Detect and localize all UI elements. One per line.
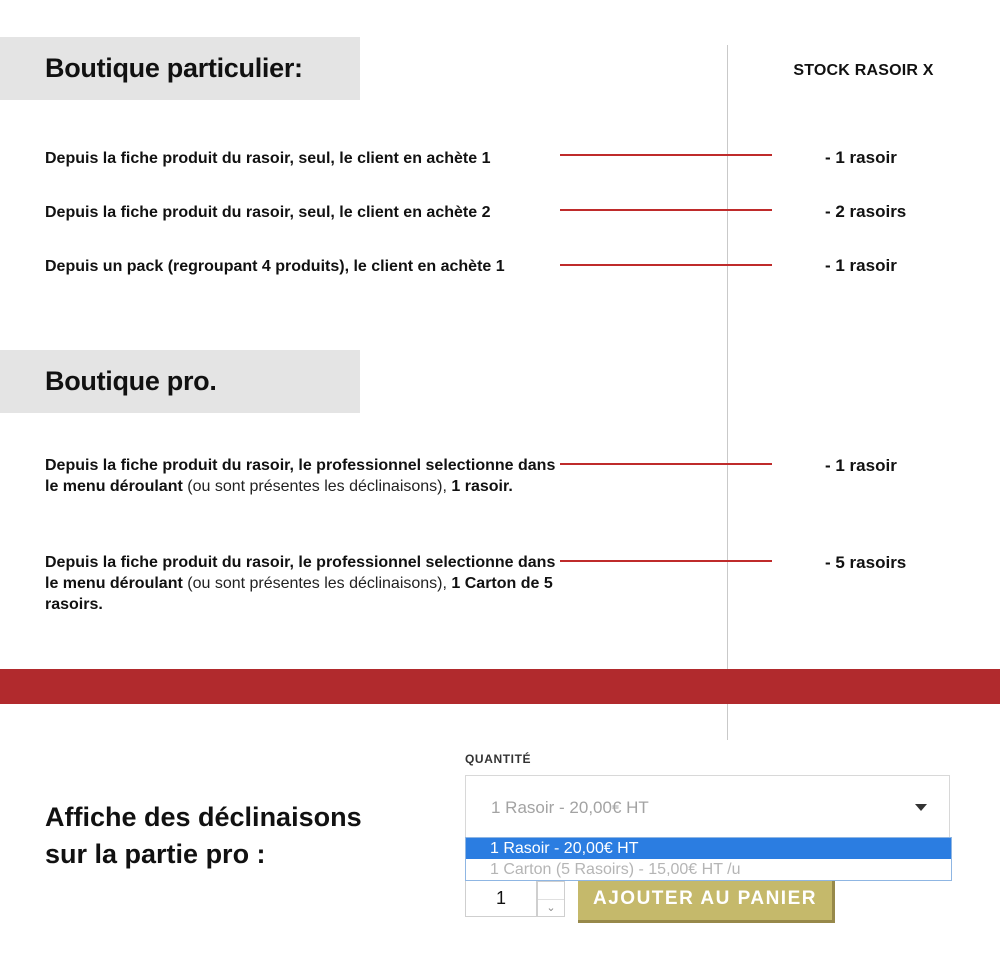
variant-select[interactable] xyxy=(465,775,950,840)
pro-row-2-bold-lead: Depuis la fiche produit du rasoir, le professionnel selectionne dans le menu déroulant xyxy=(45,554,556,592)
particulier-row-1-text: Depuis la fiche produit du rasoir, seul, le client en achète 1 xyxy=(45,150,491,167)
dropdown-option-1[interactable]: 1 Rasoir - 20,00€ HT xyxy=(466,838,951,859)
pro-row-1-bold-tail: 1 rasoir. xyxy=(451,478,513,495)
bottom-caption-line1: Affiche des déclinaisons xyxy=(45,802,362,832)
quantity-label: QUANTITÉ xyxy=(465,752,532,766)
bottom-caption-line2: sur la partie pro : xyxy=(45,839,266,869)
stock-column-header: STOCK RASOIR X xyxy=(793,62,934,79)
pro-row-1-regular: (ou sont présentes les déclinaisons), xyxy=(187,478,452,495)
vertical-separator-line xyxy=(727,45,728,740)
quantity-stepper[interactable] xyxy=(537,881,565,917)
add-to-cart-label: AJOUTER AU PANIER xyxy=(593,888,817,909)
particulier-row-3-connector-line xyxy=(560,264,772,266)
pro-row-1-text xyxy=(45,455,567,497)
pro-row-1-stock: - 1 rasoir xyxy=(825,456,897,475)
red-divider-bar xyxy=(0,669,1000,704)
bottom-caption xyxy=(45,799,445,873)
chevron-down-icon: ⌄ xyxy=(546,902,556,915)
stepper-down-button[interactable] xyxy=(538,900,564,917)
pro-row-2-regular: (ou sont présentes les déclinaisons), xyxy=(187,575,452,592)
add-to-cart-button[interactable] xyxy=(578,878,835,923)
pro-row-2-text xyxy=(45,552,567,615)
quantity-input[interactable]: 1 xyxy=(465,879,537,917)
pro-row-1-connector-line xyxy=(560,463,772,465)
pro-row-2-bold-tail: 1 Carton de 5 rasoirs. xyxy=(45,575,553,613)
section-heading-particulier xyxy=(0,37,360,100)
particulier-row-2-text: Depuis la fiche produit du rasoir, seul, le client en achète 2 xyxy=(45,204,491,221)
particulier-row-2-connector-line xyxy=(560,209,772,211)
variant-select-value: 1 Rasoir - 20,00€ HT xyxy=(491,797,649,817)
pro-row-2-connector-line xyxy=(560,560,772,562)
variant-dropdown-panel xyxy=(465,837,952,881)
particulier-row-3-text: Depuis un pack (regroupant 4 produits), le client en achète 1 xyxy=(45,258,505,275)
particulier-row-2-stock: - 2 rasoirs xyxy=(825,202,907,221)
section-heading-pro-label: Boutique pro. xyxy=(45,366,217,396)
chevron-down-icon xyxy=(915,804,927,811)
particulier-row-3-stock: - 1 rasoir xyxy=(825,256,897,275)
section-heading-pro xyxy=(0,350,360,413)
particulier-row-1-stock: - 1 rasoir xyxy=(825,148,897,167)
stepper-up-button[interactable] xyxy=(538,882,564,900)
pro-row-1-bold-lead: Depuis la fiche produit du rasoir, le professionnel selectionne dans le menu déroulant xyxy=(45,457,556,495)
section-heading-particulier-label: Boutique particulier: xyxy=(45,53,303,83)
pro-row-2-stock: - 5 rasoirs xyxy=(825,553,907,572)
dropdown-option-2[interactable]: 1 Carton (5 Rasoirs) - 15,00€ HT /u xyxy=(466,859,951,880)
particulier-row-1-connector-line xyxy=(560,154,772,156)
